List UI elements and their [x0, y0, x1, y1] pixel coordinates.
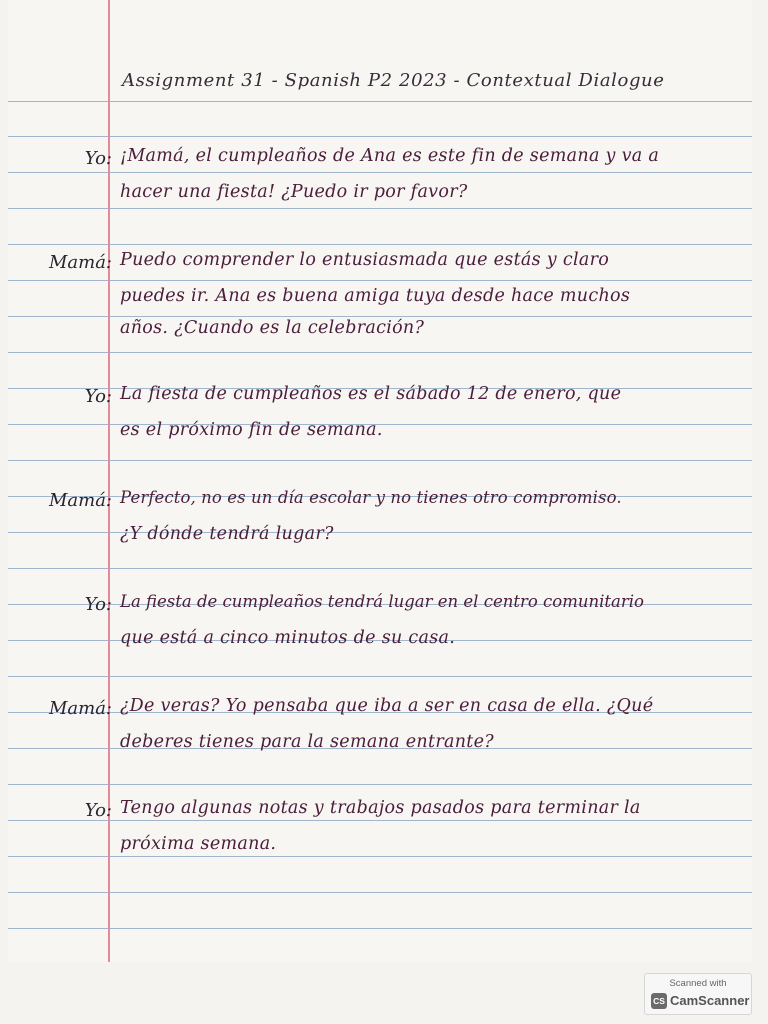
ruled-line — [8, 892, 752, 893]
speaker-label: Mamá: — [48, 698, 112, 719]
ruled-line — [8, 172, 752, 173]
speaker-label: Yo: — [84, 386, 112, 407]
speaker-label: Mamá: — [48, 252, 112, 273]
dialogue-line: Puedo comprender lo entusiasmada que estás y claro — [120, 250, 610, 270]
ruled-line — [8, 820, 752, 821]
speaker-label: Yo: — [84, 800, 112, 821]
dialogue-line: La fiesta de cumpleaños tendrá lugar en el centro comunitario — [120, 592, 644, 611]
ruled-line — [8, 316, 752, 317]
ruled-line — [8, 676, 752, 677]
dialogue-line: hacer una fiesta! ¿Puedo ir por favor? — [120, 182, 468, 202]
dialogue-line: Tengo algunas notas y trabajos pasados para terminar la — [120, 798, 641, 818]
dialogue-line: puedes ir. Ana es buena amiga tuya desde hace muchos — [120, 286, 631, 306]
dialogue-line: ¿De veras? Yo pensaba que iba a ser en casa de ella. ¿Qué — [120, 696, 654, 716]
ruled-line — [8, 208, 752, 209]
dialogue-line: años. ¿Cuando es la celebración? — [120, 318, 425, 338]
camscanner-logo-icon: CS — [651, 993, 667, 1009]
ruled-line — [8, 352, 752, 353]
dialogue-line: deberes tienes para la semana entrante? — [120, 732, 494, 752]
dialogue-line: ¿Y dónde tendrá lugar? — [120, 524, 334, 544]
camscanner-brand: CamScanner — [670, 993, 750, 1008]
assignment-title: Assignment 31 - Spanish P2 2023 - Contextual Dialogue — [122, 70, 665, 91]
dialogue-line: Perfecto, no es un día escolar y no tienes otro compromiso. — [120, 488, 622, 507]
dialogue-line: ¡Mamá, el cumpleaños de Ana es este fin de semana y va a — [120, 146, 660, 166]
scanned-with-label: Scanned with — [669, 978, 727, 989]
ruled-line — [8, 280, 752, 281]
speaker-label: Yo: — [84, 594, 112, 615]
ruled-line — [8, 856, 752, 857]
camscanner-watermark — [644, 973, 752, 1015]
speaker-label: Mamá: — [48, 490, 112, 511]
dialogue-line: es el próximo fin de semana. — [120, 420, 383, 440]
ruled-line — [8, 244, 752, 245]
ruled-line — [8, 784, 752, 785]
dialogue-line: La fiesta de cumpleaños es el sábado 12 de enero, que — [120, 384, 622, 404]
ruled-line — [8, 460, 752, 461]
dialogue-line: próxima semana. — [120, 834, 277, 854]
notebook-page — [8, 0, 752, 962]
ruled-line — [8, 136, 752, 137]
ruled-line — [8, 928, 752, 929]
ruled-line — [8, 568, 752, 569]
ruled-line — [8, 101, 752, 102]
speaker-label: Yo: — [84, 148, 112, 169]
dialogue-line: que está a cinco minutos de su casa. — [120, 628, 456, 648]
